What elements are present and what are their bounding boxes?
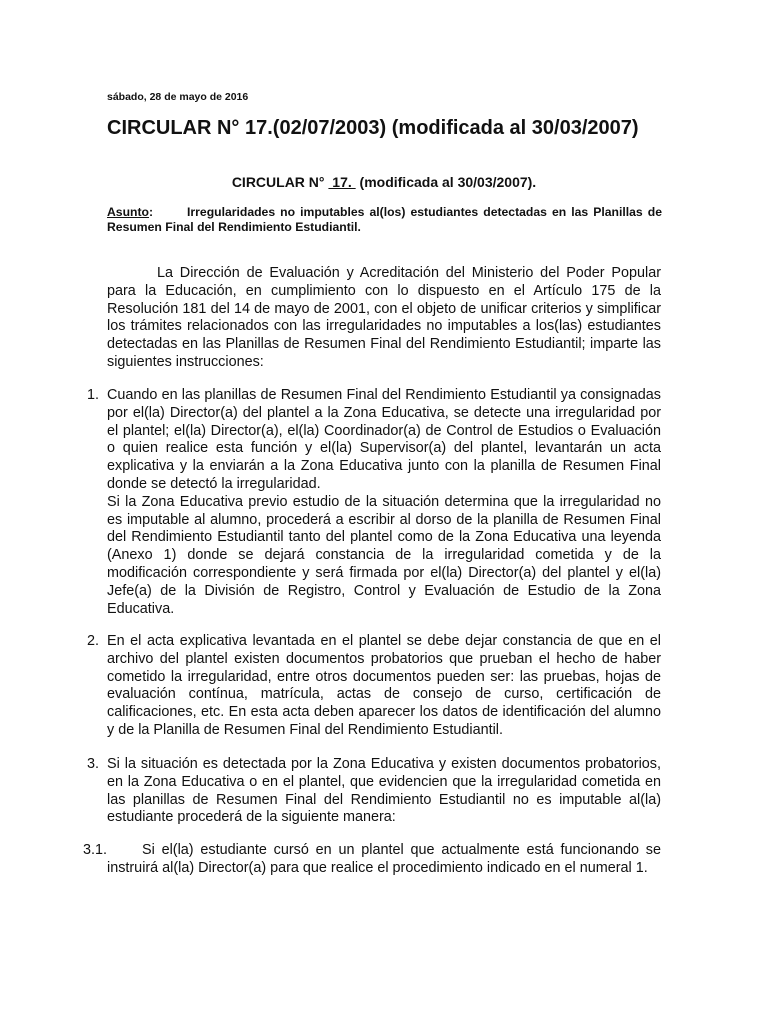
intro-paragraph: [107, 265, 661, 372]
item-paragraph: En el acta explicativa levantada en el plantel se debe dejar constancia de que en el archivo del plantel existen documentos probatorios que prueban el hecho de haber cometido la irregularidad, entre otros documentos pueden ser: las pruebas, hojas de evaluación contínua, matrícula, actas de consejo de curso, certificación de calificaciones, etc. En esta acta deben aparecer los datos de identificación del alumno y de la Planilla de Resumen Final del Rendimiento Estudiantil.: [107, 633, 661, 738]
list-marker: 3.1.: [83, 842, 108, 858]
list-item-3-1: [83, 842, 661, 878]
item-paragraph: Si la Zona Educativa previo estudio de la situación determina que la irregularidad no es imputable al alumno, procederá a escribir al dorso de la planilla de Resumen Final del Rendimiento Estudiantil tanto del plantel como de la Zona Educativa una leyenda (Anexo 1) donde se dejará constancia de la irregularidad cometida y de la modificación correspondiente y será firmada por el(la) Director(a) del plantel y el(la) Jefe(a) de la División de Registro, Control y Evaluación de Estudio de la Zona Educativa.: [107, 493, 661, 617]
list-marker: 1.: [87, 387, 100, 403]
subject-block: [107, 205, 662, 234]
list-marker: 3.: [87, 756, 100, 772]
subject-label: Asunto: [107, 205, 149, 219]
item-paragraph: Cuando en las planillas de Resumen Final del Rendimiento Estudiantil ya consignadas por el(la) Director(a) del plantel a la Zona Educativa, se detecte una irregularidad por el plantel; el(la) Director(a), el(la) Coordinador(a) de Control de Estudios o Evaluación o quien realice esta función y el(la) Supervisor(a) del plantel, levantarán un acta explicativa y la enviarán a la Zona Educativa junto con la planilla de Resumen Final donde se detectó la irregularidad.: [107, 387, 661, 492]
list-item-3: [87, 756, 661, 827]
circular-number: 17.: [328, 174, 356, 190]
list-marker: 2.: [87, 633, 100, 649]
list-item-2: [87, 633, 661, 740]
subject-colon: :: [148, 205, 154, 219]
list-item-1: [87, 387, 661, 618]
page-title: CIRCULAR N° 17.(02/07/2003) (modificada al 30/03/2007): [107, 117, 639, 139]
item-paragraph: Si la situación es detectada por la Zona Educativa y existen documentos probatorios, en la Zona Educativa o en el plantel, que evidencien que la irregularidad cometida en las planillas de Resumen Final del Rendimiento Estudiantil no es imputable al(la) estudiante procederá de la siguiente manera:: [107, 756, 661, 826]
document-date: sábado, 28 de mayo de 2016: [107, 91, 249, 103]
subject-text: Irregularidades no imputables al(los) estudiantes detectadas en las Planillas de Resumen Final del Rendimiento Estudiantil.: [107, 205, 662, 234]
subtitle-suffix: (modificada al 30/03/2007).: [355, 174, 537, 190]
item-paragraph: Si el(la) estudiante cursó en un plantel que actualmente está funcionando se instruirá al(la) Director(a) para que realice el procedimiento indicado en el numeral 1.: [107, 842, 661, 876]
circular-subtitle: [0, 174, 768, 190]
subtitle-prefix: CIRCULAR N°: [231, 174, 329, 190]
intro-text: La Dirección de Evaluación y Acreditación del Ministerio del Poder Popular para la Educación, en cumplimiento con lo dispuesto en el Artículo 175 de la Resolución 181 del 14 de mayo de 2001, con el objeto de unificar criterios y simplificar los trámites relacionados con las irregularidades no imputables a los(las) estudiantes detectadas en las Planillas de Resumen Final del Rendimiento Estudiantil; imparte las siguientes instrucciones:: [107, 265, 661, 370]
